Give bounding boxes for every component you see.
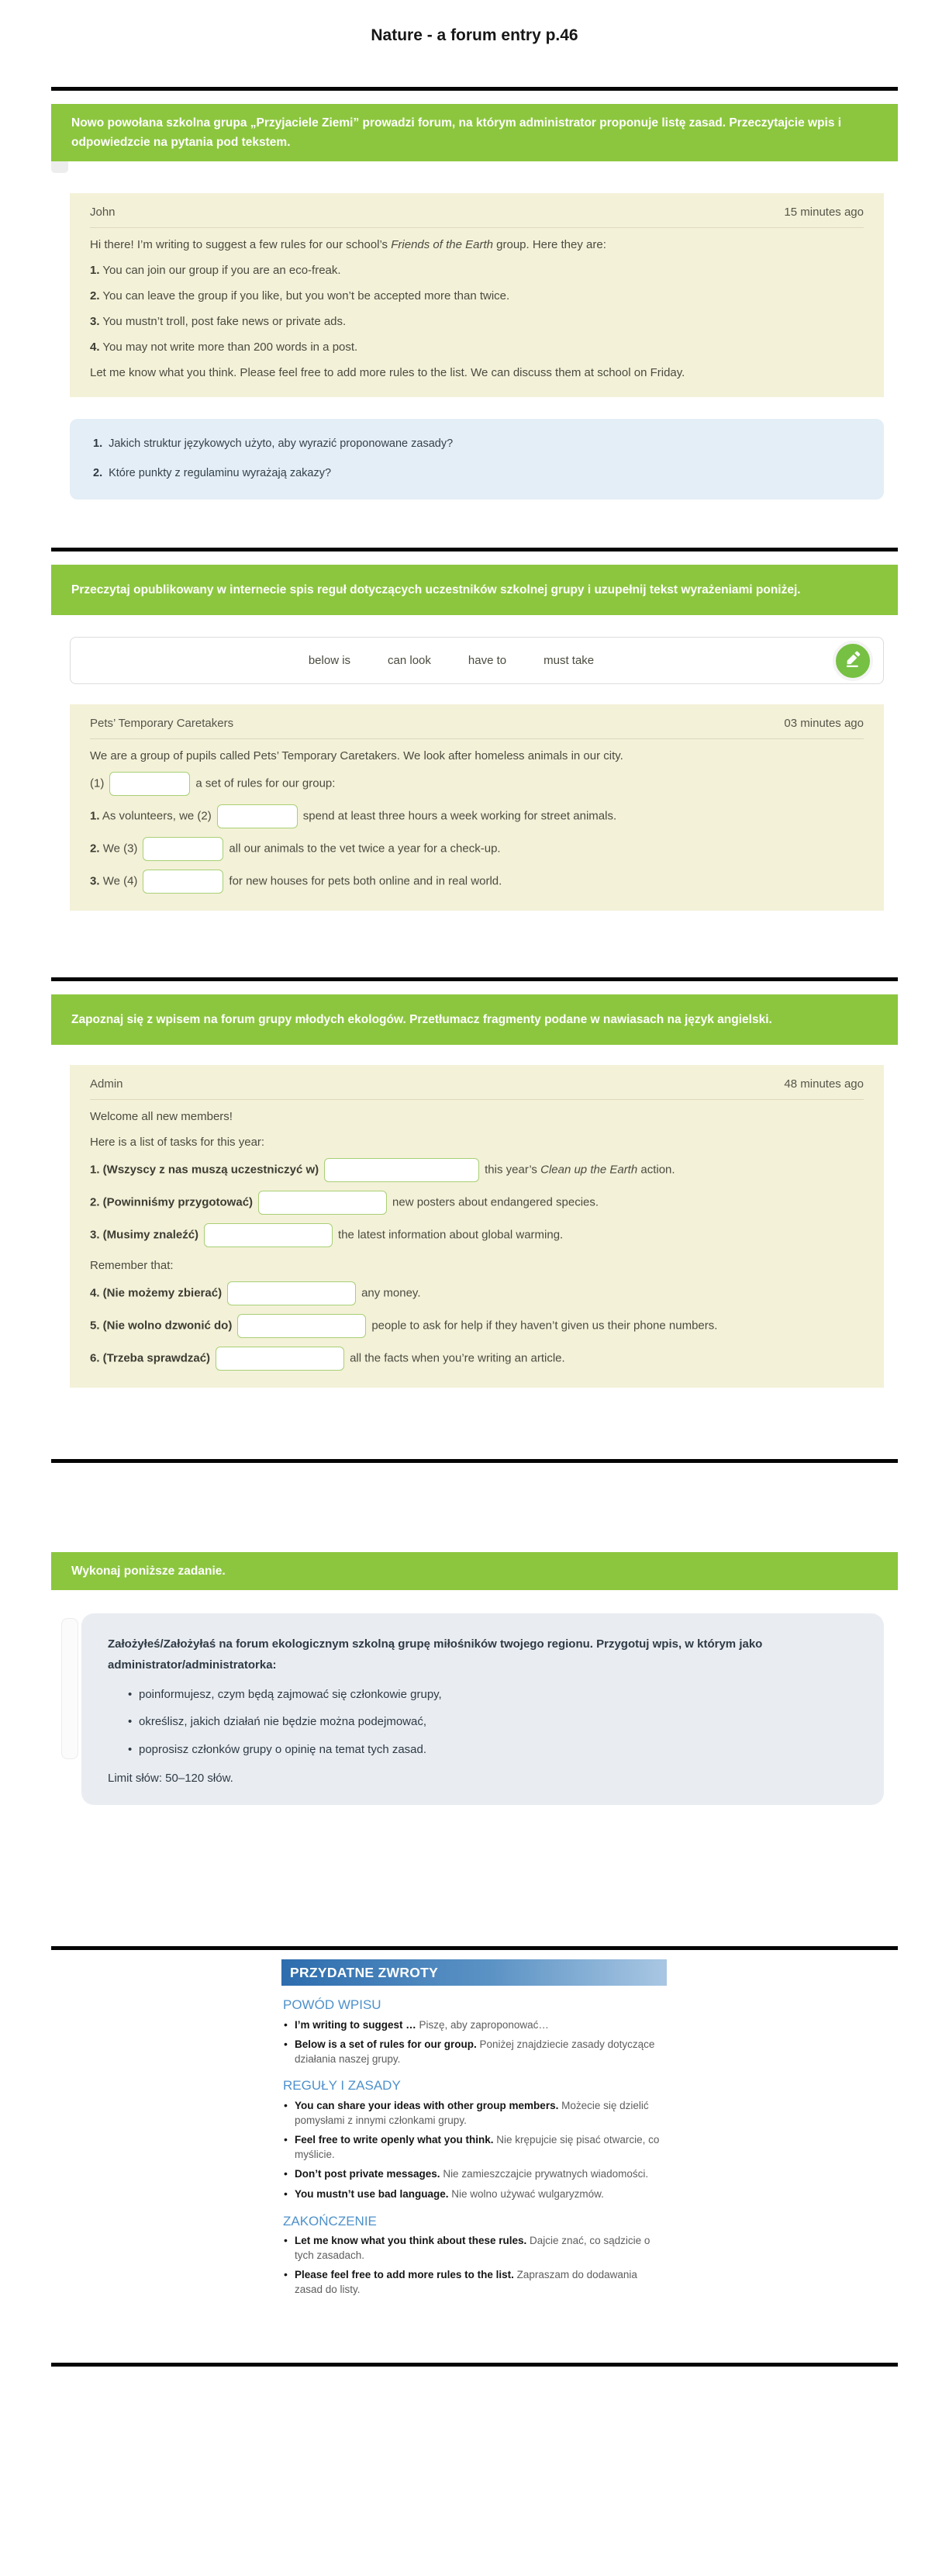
question-number: 2. bbox=[93, 467, 103, 480]
gap-after-text: a set of rules for our group: bbox=[195, 776, 336, 790]
question-number: 1. bbox=[93, 437, 103, 450]
section-divider bbox=[51, 87, 898, 91]
rule-text: You may not write more than 200 words in a post. bbox=[102, 340, 358, 354]
post-header bbox=[90, 1077, 864, 1100]
task-label: 3. (Musimy znaleźć) bbox=[90, 1228, 199, 1242]
phrase-group-heading: ZAKOŃCZENIE bbox=[283, 2213, 377, 2228]
post-intro-text-2: group. Here they are: bbox=[492, 238, 606, 252]
translation-5-input[interactable] bbox=[237, 1314, 366, 1338]
translation-1-input[interactable] bbox=[324, 1158, 479, 1182]
post-author: Pets’ Temporary Caretakers bbox=[90, 717, 234, 731]
gap-label: (1) bbox=[90, 776, 105, 790]
task-after-text-2: action. bbox=[637, 1163, 675, 1177]
translation-line bbox=[90, 1280, 864, 1307]
phrase-en: Feel free to write openly what you think. bbox=[295, 2134, 494, 2146]
phrase-en: You mustn’t use bad language. bbox=[295, 2188, 449, 2200]
rule-item bbox=[90, 339, 864, 356]
instruction-banner-2: Przeczytaj opublikowany w internecie spis reguł dotyczących uczestników szkolnej grupy i uzupełnij tekst wyrażeniami poniżej. bbox=[51, 565, 898, 615]
edit-answers-button[interactable] bbox=[833, 641, 873, 681]
question-text: Które punkty z regulaminu wyrażają zakazy? bbox=[109, 467, 332, 480]
forum-post-caretakers bbox=[70, 704, 884, 911]
forum-post-admin bbox=[70, 1065, 884, 1388]
task-label: 2. (Powinniśmy przygotować) bbox=[90, 1195, 254, 1209]
word-bank-item: below is bbox=[308, 654, 351, 668]
translation-2-input[interactable] bbox=[258, 1191, 387, 1215]
phrase-en: Don’t post private messages. bbox=[295, 2168, 440, 2180]
task-bullet: • określisz, jakich działań nie będzie można podejmować, bbox=[128, 1713, 858, 1731]
phrase-item bbox=[281, 2018, 667, 2033]
translation-line bbox=[90, 1312, 864, 1340]
word-limit: Limit słów: 50–120 słów. bbox=[108, 1772, 233, 1786]
gap-line bbox=[90, 770, 864, 797]
task-after-italic: Clean up the Earth bbox=[540, 1163, 638, 1177]
post-intro: We are a group of pupils called Pets’ Temporary Caretakers. We look after homeless animals in our city. bbox=[90, 749, 623, 763]
phrase-pl: Piszę, aby zaproponować… bbox=[416, 2018, 549, 2031]
phrase-item bbox=[281, 2187, 667, 2202]
post-timestamp: 48 minutes ago bbox=[784, 1077, 864, 1091]
phrase-item bbox=[281, 2234, 667, 2263]
post-line: Welcome all new members! bbox=[90, 1110, 233, 1124]
translation-4-input[interactable] bbox=[227, 1281, 356, 1305]
banner-tab-artifact bbox=[51, 161, 68, 173]
phrase-item bbox=[281, 2133, 667, 2162]
post-author: Admin bbox=[90, 1077, 123, 1091]
item-number: 3. bbox=[90, 874, 100, 888]
instruction-banner-1: Nowo powołana szkolna grupa „Przyjaciele Ziemi” prowadzi forum, na którym administrator proponuje listę zasad. Przeczytajcie wpis i odpowiedzcie na pytania pod tekstem. bbox=[51, 104, 898, 161]
word-bank-item: must take bbox=[544, 654, 595, 668]
phrases-title: PRZYDATNE ZWROTY bbox=[281, 1959, 667, 1986]
section-divider bbox=[51, 548, 898, 552]
post-outro: Let me know what you think. Please feel free to add more rules to the list. We can discuss them at school on Friday. bbox=[90, 365, 685, 379]
post-line: Remember that: bbox=[90, 1258, 174, 1272]
word-bank-item: have to bbox=[468, 654, 507, 668]
task-bullet: • poprosisz członków grupy o opinię na temat tych zasad. bbox=[128, 1741, 858, 1759]
gap-pre-text: As volunteers, we (2) bbox=[102, 809, 212, 823]
phrase-pl: Możecie się dzielić pomysłami z innymi członkami grupy. bbox=[295, 2099, 649, 2126]
worksheet-page bbox=[51, 0, 898, 2553]
gap-after-text: spend at least three hours a week working for street animals. bbox=[302, 809, 617, 823]
phrase-pl: Dajcie znać, co sądzicie o tych zasadach. bbox=[295, 2235, 650, 2261]
translation-6-input[interactable] bbox=[216, 1347, 344, 1371]
questions-box bbox=[70, 419, 884, 500]
post-intro-text: Hi there! I’m writing to suggest a few rules for our school’s bbox=[90, 238, 392, 252]
rule-item bbox=[90, 313, 864, 330]
task-label: 6. (Trzeba sprawdzać) bbox=[90, 1351, 211, 1365]
phrase-pl: Nie krępujcie się pisać otwarcie, co myślicie. bbox=[295, 2134, 660, 2160]
task-label: 4. (Nie możemy zbierać) bbox=[90, 1286, 223, 1300]
writing-task-box bbox=[81, 1613, 884, 1805]
rule-text: You mustn’t troll, post fake news or private ads. bbox=[102, 314, 347, 328]
gap-after-text: all our animals to the vet twice a year for a check-up. bbox=[229, 842, 501, 856]
phrase-pl: Poniżej znajdziecie zasady dotyczące działania naszej grupy. bbox=[295, 2038, 655, 2065]
phrase-en: Below is a set of rules for our group. bbox=[295, 2038, 477, 2051]
gap-line bbox=[90, 803, 864, 830]
phrase-en: Let me know what you think about these rules. bbox=[295, 2235, 527, 2247]
phrase-item bbox=[281, 2167, 667, 2182]
item-number: 2. bbox=[90, 842, 100, 856]
word-bank bbox=[70, 637, 884, 684]
task-bullet: • poinformujesz, czym będą zajmować się członkowie grupy, bbox=[128, 1686, 858, 1704]
post-timestamp: 15 minutes ago bbox=[784, 206, 864, 220]
translation-3-input[interactable] bbox=[204, 1223, 333, 1247]
instruction-banner-4: Wykonaj poniższe zadanie. bbox=[51, 1552, 898, 1590]
task-after-text: new posters about endangered species. bbox=[392, 1195, 599, 1209]
rule-number: 1. bbox=[90, 264, 100, 278]
phrase-group-heading: POWÓD WPISU bbox=[283, 1997, 381, 2013]
task-bullet-list bbox=[108, 1686, 858, 1759]
rule-item bbox=[90, 262, 864, 279]
writing-task-wrap bbox=[81, 1613, 884, 1805]
question-item bbox=[93, 436, 861, 453]
task-after-text: any money. bbox=[361, 1286, 421, 1300]
rule-number: 4. bbox=[90, 340, 100, 354]
gap-3-input[interactable] bbox=[143, 837, 223, 861]
task-after-text: the latest information about global warming. bbox=[338, 1228, 564, 1242]
question-text: Jakich struktur językowych użyto, aby wyrazić proponowane zasady? bbox=[109, 437, 454, 450]
phrase-en: I’m writing to suggest … bbox=[295, 2018, 416, 2031]
task-intro: Założyłeś/Założyłaś na forum ekologicznym szkolną grupę miłośników twojego regionu. Przygotuj wpis, w którym jako administrator/administratorka: bbox=[108, 1637, 763, 1672]
gap-line bbox=[90, 868, 864, 895]
phrase-pl: Nie wolno używać wulgaryzmów. bbox=[448, 2188, 604, 2200]
gap-line bbox=[90, 835, 864, 863]
section-divider bbox=[51, 1946, 898, 1950]
forum-post-john bbox=[70, 193, 884, 396]
translation-line bbox=[90, 1157, 864, 1184]
post-header bbox=[90, 717, 864, 739]
task-after-text: all the facts when you’re writing an article. bbox=[350, 1351, 565, 1365]
rule-number: 3. bbox=[90, 314, 100, 328]
rule-text: You can leave the group if you like, but you won’t be accepted more than twice. bbox=[102, 289, 510, 303]
gap-after-text: for new houses for pets both online and in real world. bbox=[229, 874, 502, 888]
word-bank-item: can look bbox=[388, 654, 431, 668]
question-item bbox=[93, 465, 861, 482]
bottom-whitespace bbox=[51, 2367, 898, 2553]
post-line: Here is a list of tasks for this year: bbox=[90, 1136, 265, 1150]
instruction-banner-3: Zapoznaj się z wpisem na forum grupy młodych ekologów. Przetłumacz fragmenty podane w nawiasach na język angielski. bbox=[51, 994, 898, 1045]
page-title: Nature - a forum entry p.46 bbox=[371, 26, 578, 44]
gap-1-input[interactable] bbox=[109, 772, 190, 796]
side-tab-artifact bbox=[61, 1618, 78, 1759]
gap-pre-text: We (3) bbox=[102, 842, 138, 856]
post-header bbox=[90, 206, 864, 228]
post-timestamp: 03 minutes ago bbox=[784, 717, 864, 731]
translation-line bbox=[90, 1189, 864, 1216]
translation-line bbox=[90, 1345, 864, 1372]
translation-line bbox=[90, 1222, 864, 1249]
phrase-pl: Nie zamieszczajcie prywatnych wiadomości. bbox=[440, 2168, 649, 2180]
pencil-icon bbox=[843, 649, 863, 672]
useful-phrases-panel bbox=[281, 1959, 667, 2298]
phrase-item bbox=[281, 2268, 667, 2297]
section-divider bbox=[51, 1459, 898, 1463]
post-author: John bbox=[90, 206, 116, 220]
section-divider bbox=[51, 977, 898, 981]
rule-number: 2. bbox=[90, 289, 100, 303]
phrase-en: You can share your ideas with other group members. bbox=[295, 2099, 559, 2111]
gap-pre-text: We (4) bbox=[102, 874, 138, 888]
phrase-group-heading: REGUŁY I ZASADY bbox=[283, 2078, 401, 2094]
rule-item bbox=[90, 288, 864, 305]
phrase-pl: Zapraszam do dodawania zasad do listy. bbox=[295, 2269, 637, 2295]
task-after-text: people to ask for help if they haven’t given us their phone numbers. bbox=[371, 1319, 718, 1333]
post-intro bbox=[90, 237, 864, 254]
post-intro-italic: Friends of the Earth bbox=[391, 238, 493, 252]
task-label: 5. (Nie wolno dzwonić do) bbox=[90, 1319, 233, 1333]
phrase-en: Please feel free to add more rules to the list. bbox=[295, 2269, 514, 2281]
phrase-item bbox=[281, 2038, 667, 2066]
phrase-item bbox=[281, 2099, 667, 2128]
gap-4-input[interactable] bbox=[143, 870, 223, 894]
item-number: 1. bbox=[90, 809, 100, 823]
gap-2-input[interactable] bbox=[217, 804, 298, 828]
task-label: 1. (Wszyscy z nas muszą uczestniczyć w) bbox=[90, 1163, 319, 1177]
task-after-text: this year’s bbox=[485, 1163, 541, 1177]
rule-text: You can join our group if you are an eco-freak. bbox=[102, 264, 341, 278]
